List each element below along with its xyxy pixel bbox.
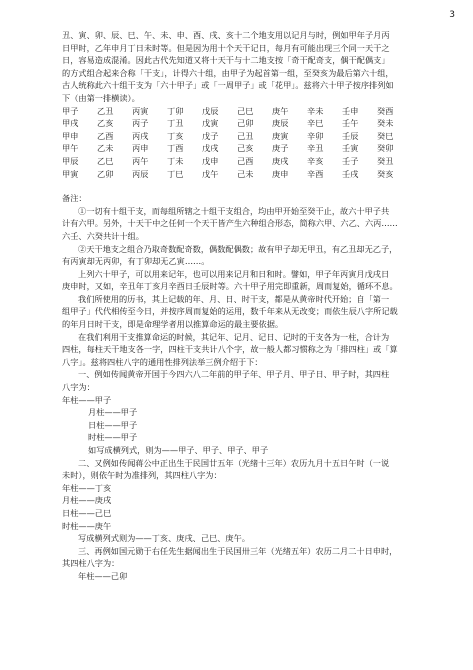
jiazi-cell: 辛丑 <box>307 143 324 154</box>
note-line: 八字」。兹将四柱八字的通用性排列法举三例介绍于下： <box>62 356 263 367</box>
jiazi-cell: 甲辰 <box>62 155 79 166</box>
note-line: 我们所使用的历书，其上记载的年、月、日、时干支，都是从黄帝时代开始；自「第一 <box>78 293 390 304</box>
pillar-line: 日柱——己巳 <box>62 507 112 518</box>
jiazi-cell: 丁酉 <box>167 143 184 154</box>
jiazi-cell: 丙申 <box>132 143 149 154</box>
jiazi-cell: 戊辰 <box>202 105 219 116</box>
jiazi-cell: 丙午 <box>132 155 149 166</box>
jiazi-cell: 壬午 <box>342 118 359 129</box>
jiazi-cell: 乙酉 <box>97 130 114 141</box>
note-line: 四柱，每柱天干地支各一字，四柱干支共计八个字，故一般人都习惯称之为「排四柱」或「算 <box>62 344 398 355</box>
intro-paragraph <box>62 29 414 105</box>
note-line: 有丙寅却无丙卯，有丁卯却无乙寅……。 <box>62 256 210 267</box>
jiazi-cell: 庚申 <box>272 168 289 179</box>
example-intro-line: 二、又例如传闻蒋公中正出生于民国廿五年（光绪十三年）农历九月十五日午时（一说 <box>78 457 390 468</box>
jiazi-row <box>62 168 414 181</box>
jiazi-cell: 戊申 <box>202 155 219 166</box>
intro-line: 古人统称此六十组干支为「六十甲子」或「一周甲子」或「花甲」。兹将六十甲子按序排列如 <box>62 80 394 91</box>
pillar-line: 月柱——庚戌 <box>62 495 112 506</box>
note-line: 上列六十甲子，可以用来记年，也可以用来记月和日和时。譬如，甲子年丙寅月戊戌日 <box>78 268 390 279</box>
note-line: 组甲子」代代相传至今日，并按序周而复始的运用，数千年来从无改变；而依生辰八字所记载 <box>62 306 398 317</box>
page-content <box>62 29 414 583</box>
jiazi-cell: 辛卯 <box>307 130 324 141</box>
jiazi-cell: 壬辰 <box>342 130 359 141</box>
sixty-jiazi-table <box>62 105 414 181</box>
jiazi-cell: 癸丑 <box>377 155 394 166</box>
jiazi-cell: 辛亥 <box>307 155 324 166</box>
jiazi-cell: 甲申 <box>62 130 79 141</box>
jiazi-cell: 丁未 <box>167 155 184 166</box>
jiazi-cell: 庚辰 <box>272 118 289 129</box>
jiazi-cell: 丁丑 <box>167 118 184 129</box>
jiazi-cell: 丙戌 <box>132 130 149 141</box>
jiazi-cell: 丁卯 <box>167 105 184 116</box>
example-intro-line: 八字为： <box>62 382 95 393</box>
jiazi-cell: 戊子 <box>202 130 219 141</box>
jiazi-cell: 壬戌 <box>342 168 359 179</box>
intro-line: 的方式组合起来合称「干支」，计得六十组，由甲子为起首第一组，至癸亥为最后第六十组， <box>62 67 394 78</box>
jiazi-cell: 丙子 <box>132 118 149 129</box>
jiazi-row <box>62 117 414 130</box>
jiazi-cell: 戊戌 <box>202 143 219 154</box>
jiazi-cell: 己未 <box>237 168 254 179</box>
intro-line: 丑、寅、卯、辰、巳、午、未、申、酉、戌、亥十二个地支用以记月与时，例如甲年子月丙 <box>62 30 390 40</box>
jiazi-cell: 甲寅 <box>62 168 79 179</box>
example-intro-line: 三、再例如国元勋于右任先生据闻出生于民国卅三年（光绪五年）农历二月二十日申时， <box>78 545 398 556</box>
note-line: 的年月日时干支，即是命理学者用以推算命运的最主要依据。 <box>62 319 284 330</box>
jiazi-cell: 己巳 <box>237 105 254 116</box>
jiazi-row <box>62 142 414 155</box>
note-line: 庚申时，又如，辛丑年丁亥月辛酉日壬辰时等。六十甲子用完即重新，周而复始，循环不息。 <box>62 281 398 292</box>
jiazi-cell: 乙丑 <box>97 105 114 116</box>
jiazi-cell: 乙巳 <box>97 155 114 166</box>
pillar-line: 年柱——己卯 <box>78 570 128 581</box>
jiazi-cell: 丙辰 <box>132 168 149 179</box>
jiazi-cell: 辛巳 <box>307 118 324 129</box>
jiazi-cell: 丁巳 <box>167 168 184 179</box>
intro-line: 下（由第一排横读）。 <box>62 92 140 103</box>
jiazi-cell: 壬寅 <box>342 143 359 154</box>
jiazi-cell: 乙卯 <box>97 168 114 179</box>
example-intro-line: 其四柱八字为： <box>62 558 120 569</box>
note-line: 在我们利用干支推算命运的时候，其记年、记月、记日、记时的干支各为一柱，合计为 <box>78 331 390 342</box>
jiazi-cell: 庚午 <box>272 105 289 116</box>
jiazi-row <box>62 155 414 168</box>
horizontal-form: 如写成横列式，则为——甲子、甲子、甲子、甲子 <box>88 445 269 455</box>
jiazi-cell: 己卯 <box>237 118 254 129</box>
jiazi-cell: 甲子 <box>62 105 79 116</box>
horizontal-form: 写成横列式则为——丁亥、庚戌、己巳、庚午。 <box>78 533 250 544</box>
jiazi-cell: 癸亥 <box>377 168 394 179</box>
jiazi-cell: 戊午 <box>202 168 219 179</box>
jiazi-cell: 丁亥 <box>167 130 184 141</box>
notes-section <box>62 205 414 369</box>
jiazi-cell: 己丑 <box>237 130 254 141</box>
pillar-line: 年柱——丁亥 <box>62 482 112 493</box>
jiazi-cell: 癸巳 <box>377 130 394 141</box>
jiazi-cell: 癸未 <box>377 118 394 129</box>
jiazi-cell: 己亥 <box>237 143 254 154</box>
jiazi-cell: 乙未 <box>97 143 114 154</box>
note-line: 计有六甲。另外，十天干中之任何一个天干皆产生六种组合形态，简称六甲、六乙、六丙…… <box>62 218 398 229</box>
pillar-line: 日柱——甲子 <box>88 419 138 430</box>
jiazi-cell: 癸卯 <box>377 143 394 154</box>
intro-line: 日，容易造成混淆。因此古代先知道又将十天干与十二地支按「奇干配奇支，偶干配偶支」 <box>62 55 390 66</box>
jiazi-cell: 辛酉 <box>307 168 324 179</box>
intro-line: 日甲时，乙年申月丁日未时等。但是因为用十个天干记日，每月有可能出现三个同一天干之 <box>62 42 390 53</box>
note-line: ②天干地支之组合乃取奇数配奇数，偶数配偶数；故有甲子却无甲丑，有乙丑却无乙子， <box>78 243 398 254</box>
jiazi-cell: 戊寅 <box>202 118 219 129</box>
jiazi-cell: 庚子 <box>272 143 289 154</box>
notes-title: 备注： <box>62 193 87 204</box>
jiazi-cell: 癸酉 <box>377 105 394 116</box>
jiazi-cell: 己酉 <box>237 155 254 166</box>
jiazi-cell: 丙寅 <box>132 105 149 116</box>
jiazi-cell: 庚寅 <box>272 130 289 141</box>
note-line: 六壬、六癸共计十组。 <box>62 230 144 241</box>
pillar-line: 年柱——甲子 <box>62 394 112 405</box>
jiazi-cell: 辛未 <box>307 105 324 116</box>
jiazi-cell: 甲戌 <box>62 118 79 129</box>
jiazi-row <box>62 130 414 143</box>
page-number: 3 <box>449 10 455 20</box>
jiazi-cell: 庚戌 <box>272 155 289 166</box>
jiazi-row <box>62 105 414 118</box>
example-intro-line: 一、例如传闻黄帝开国于今四六八二年前的甲子年、甲子月、甲子日、甲子时，其四柱 <box>78 369 390 380</box>
pillar-line: 月柱——甲子 <box>88 407 138 418</box>
example-2 <box>62 457 414 545</box>
pillar-line: 时柱——甲子 <box>88 432 138 443</box>
example-intro-line: 未时），则依午时为准排列，其四柱八字为： <box>62 470 222 481</box>
example-1 <box>62 368 414 456</box>
pillar-line: 时柱——庚午 <box>62 520 112 531</box>
note-line: ①一切有十组干支，而每组所辖之十组干支组合，均由甲开始至癸干止，故六十甲子共 <box>78 205 390 216</box>
jiazi-cell: 壬申 <box>342 105 359 116</box>
jiazi-cell: 乙亥 <box>97 118 114 129</box>
jiazi-cell: 壬子 <box>342 155 359 166</box>
example-3 <box>62 545 414 583</box>
jiazi-cell: 甲午 <box>62 143 79 154</box>
